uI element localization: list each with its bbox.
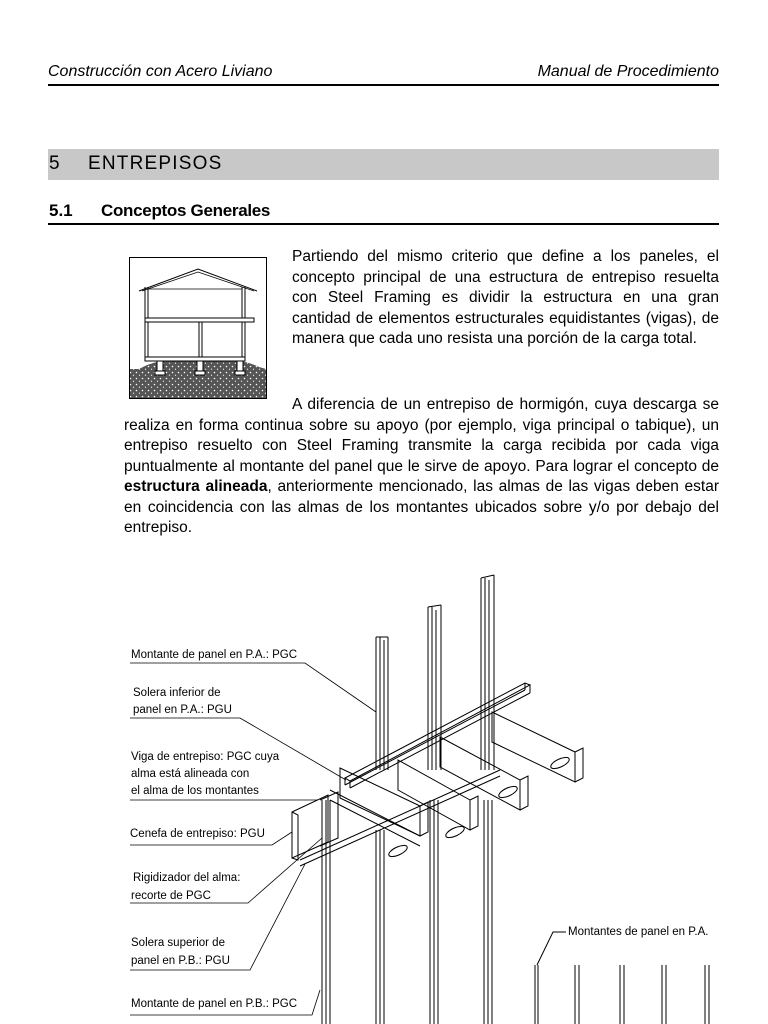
stud-elevation	[535, 932, 709, 1024]
label-viga-line2: alma está alineada con	[131, 768, 250, 780]
section-rule	[48, 223, 719, 225]
chapter-number: 5	[49, 153, 61, 174]
label-rigidizador-line2: recorte de PGC	[131, 890, 211, 902]
floor-joists	[330, 712, 583, 859]
section-number: 5.1	[49, 201, 73, 220]
steel-framing-diagram	[120, 565, 760, 1024]
label-solera-inferior-line2: panel en P.A.: PGU	[133, 704, 232, 716]
house-section-illustration	[129, 257, 267, 399]
label-montante-pb: Montante de panel en P.B.: PGC	[131, 998, 298, 1010]
label-montantes-pa: Montantes de panel en P.A.	[568, 926, 709, 938]
upper-track	[345, 683, 530, 788]
label-cenefa: Cenefa de entrepiso: PGU	[130, 828, 265, 840]
paragraph-2-text-a: A diferencia de un entrepiso de hormigón, cuya descarga se realiza en forma continua sobre su apoyo (por ejemplo, viga principal o tabique), un entrepiso resuelto con Steel Framing transmite la carga recibida por cada viga puntualmente al montante del panel que le sirve de apoyo. Para lograr el concepto de	[124, 396, 719, 475]
label-viga-line1: Viga de entrepiso: PGC cuya	[131, 751, 280, 763]
label-solera-superior-line2: panel en P.B.: PGU	[131, 955, 230, 967]
section-title: Conceptos Generales	[101, 201, 271, 220]
chapter-title: ENTREPISOS	[88, 153, 223, 174]
label-solera-inferior-line1: Solera inferior de	[133, 687, 221, 699]
paragraph-2-text-b: , anteriormente mencionado, las almas de las vigas deben estar en coincidencia con las almas de los montantes ubicados sobre y/o por debajo del entrepiso.	[124, 478, 719, 536]
label-rigidizador-line1: Rigidizador del alma:	[133, 872, 241, 884]
label-solera-superior-line1: Solera superior de	[131, 937, 225, 949]
label-montante-pa: Montante de panel en P.A.: PGC	[131, 649, 298, 661]
paragraph-2	[124, 395, 719, 539]
paragraph-1: Partiendo del mismo criterio que define a los paneles, el concepto principal de una estructura de entrepiso resuelta con Steel Framing es dividir la estructura en una gran cantidad de elementos estructurales equidistantes (vigas), de manera que cada uno resista una porción de la carga total.	[292, 248, 719, 347]
upper-studs	[376, 575, 494, 770]
header-left-title: Construcción con Acero Liviano	[48, 63, 273, 80]
header-rule	[48, 84, 719, 86]
header-right-title: Manual de Procedimiento	[537, 63, 719, 80]
rim-joist	[292, 792, 338, 860]
label-viga-line3: el alma de los montantes	[131, 785, 259, 797]
lower-studs	[322, 800, 492, 1024]
paragraph-2-bold: estructura alineada	[124, 478, 268, 495]
